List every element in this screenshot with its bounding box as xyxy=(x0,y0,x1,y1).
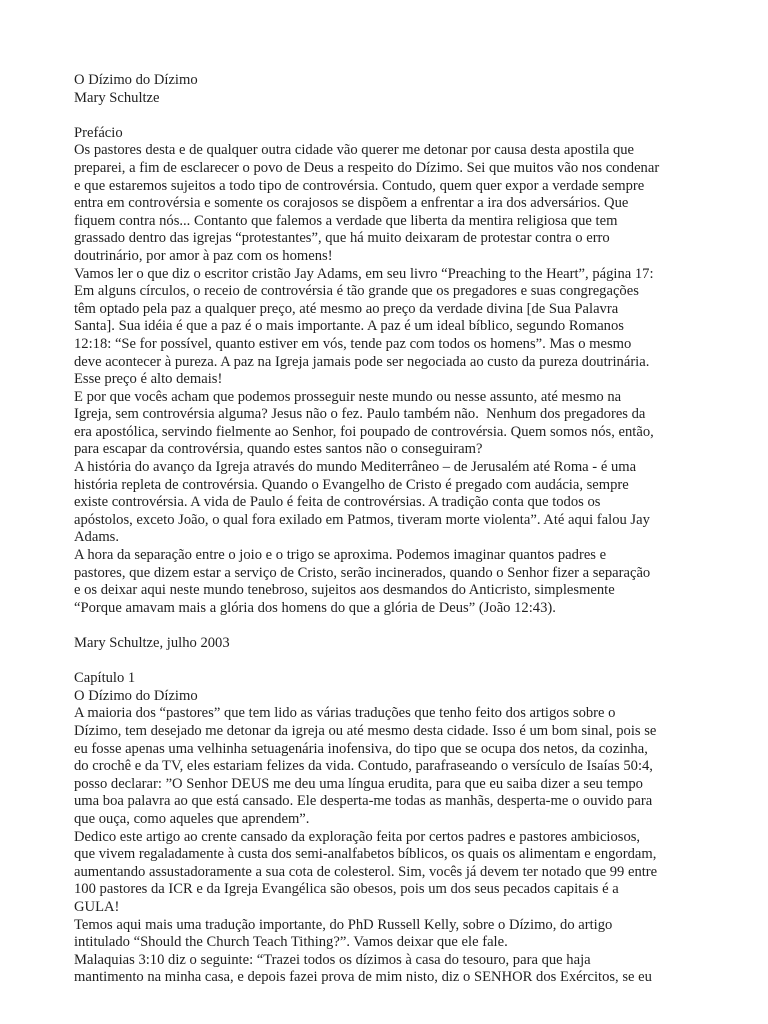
text-line: Temos aqui mais uma tradução importante, do PhD Russell Kelly, sobre o Dízimo, do artigo xyxy=(74,916,613,933)
text-line: Santa]. Sua idéia é que a paz é o mais importante. A paz é um ideal bíblico, segundo Romanos xyxy=(74,318,624,335)
text-line: Dízimo, tem desejado me detonar da igreja ou até mesmo desta cidade. Isso é um bom sinal, pois se xyxy=(74,722,657,739)
chapter-title: O Dízimo do Dízimo xyxy=(74,687,198,704)
text-line: e os deixar aqui neste mundo tenebroso, sujeitos aos desmandos do Anticristo, simplesmente xyxy=(74,582,615,599)
document-title: O Dízimo do Dízimo xyxy=(74,72,198,88)
text-line: Dedico este artigo ao crente cansado da exploração feita por certos padres e pastores ambiciosos, xyxy=(74,828,641,845)
blank-line xyxy=(74,653,734,671)
text-line: 12:18: “Se for possível, quanto estiver em vós, tende paz com todos os homens”. Mas o mesmo xyxy=(74,335,632,352)
text-line: e que estaremos sujeitos a todo tipo de controvérsia. Contudo, quem quer expor a verdade sempre xyxy=(74,177,645,194)
text-line: do crochê e da TV, eles estariam felizes da vida. Contudo, parafraseando o versículo de Isaías 50:4, xyxy=(74,758,653,775)
paragraph xyxy=(74,705,734,828)
text-line: têm optado pela paz a qualquer preço, até mesmo ao preço da verdade divina [de Sua Palavra xyxy=(74,300,619,317)
text-line: história repleta de controvérsia. Quando o Evangelho de Cristo é pregado com audácia, sempre xyxy=(74,476,629,493)
text-line: grassado dentro das igrejas “protestantes”, que há muito deixaram de protestar contra o erro xyxy=(74,230,610,247)
document-page xyxy=(74,72,734,987)
text-line: fiquem contra nós... Contanto que falemos a verdade que liberta da mentira religiosa que tem xyxy=(74,212,618,229)
preface-body xyxy=(74,142,734,617)
blank-line xyxy=(74,617,734,635)
text-line: que vivem regaladamente à custa dos semi-analfabetos bíblicos, os quais os alimentam e engordam, xyxy=(74,846,657,863)
paragraph xyxy=(74,389,734,459)
text-line: eu fosse apenas uma velhinha setuagenária inofensiva, do tipo que se ocupa dos netos, da cozinha, xyxy=(74,740,648,757)
text-line: entra em controvérsia e somente os corajosos se dispõem a enfrentar a ira dos adversários. Que xyxy=(74,195,629,212)
text-line: Malaquias 3:10 diz o seguinte: “Trazei todos os dízimos à casa do tesouro, para que haja xyxy=(74,951,591,968)
blank-line xyxy=(74,107,734,125)
text-line: era apostólica, servindo fielmente ao Senhor, foi poupado de controvérsia. Quem somos nós, então, xyxy=(74,423,654,440)
text-line: Vamos ler o que diz o escritor cristão Jay Adams, em seu livro “Preaching to the Heart”, página 17: xyxy=(74,265,654,282)
text-line: A história do avanço da Igreja através do mundo Mediterrâneo – de Jerusalém até Roma - é uma xyxy=(74,459,637,476)
text-line: mantimento na minha casa, e depois fazei prova de mim nisto, diz o SENHOR dos Exércitos, se eu xyxy=(74,969,652,986)
text-line: Adams. xyxy=(74,529,119,546)
text-line: existe controvérsia. A vida de Paulo é feita de controvérsias. A tradição conta que todos os xyxy=(74,494,601,511)
text-line: E por que vocês acham que podemos prosseguir neste mundo ou nesse assunto, até mesmo na xyxy=(74,388,622,405)
text-line: que ouça, como aqueles que aprendem”. xyxy=(74,810,310,827)
text-line: 100 pastores da ICR e da Igreja Evangélica são obesos, pois um dos seus pecados capitais é a xyxy=(74,881,619,898)
text-line: Esse preço é alto demais! xyxy=(74,371,223,388)
text-line: posso declarar: ”O Senhor DEUS me deu uma língua erudita, para que eu saiba dizer a seu tempo xyxy=(74,775,643,792)
chapter-heading: Capítulo 1 xyxy=(74,670,136,687)
preface-heading: Prefácio xyxy=(74,124,123,141)
text-line: intitulado “Should the Church Teach Tithing?”. Vamos deixar que ele fale. xyxy=(74,934,508,951)
text-line: A maioria dos “pastores” que tem lido as várias traduções que tenho feito dos artigos sobre o xyxy=(74,705,616,722)
paragraph xyxy=(74,547,734,617)
paragraph xyxy=(74,142,734,265)
text-line: apóstolos, exceto João, o qual fora exilado em Patmos, tiveram morte violenta”. Até aqui falou Jay xyxy=(74,511,650,528)
text-line: Em alguns círculos, o receio de controvérsia é tão grande que os pregadores e suas congregações xyxy=(74,283,639,300)
text-line: uma boa palavra ao que está cansado. Ele desperta-me todas as manhãs, desperta-me o ouvido para xyxy=(74,793,653,810)
paragraph xyxy=(74,266,734,389)
text-line: Os pastores desta e de qualquer outra cidade vão querer me detonar por causa desta apostila que xyxy=(74,142,635,159)
paragraph xyxy=(74,459,734,547)
text-line: deve acontecer à pureza. A paz na Igreja jamais pode ser negociada ao custo da pureza doutrinária. xyxy=(74,353,650,370)
text-line: “Porque amavam mais a glória dos homens do que a glória de Deus” (João 12:43). xyxy=(74,599,556,616)
author-name: Mary Schultze xyxy=(74,89,160,106)
text-line: GULA! xyxy=(74,898,120,915)
paragraph xyxy=(74,917,734,952)
text-line: Igreja, sem controvérsia alguma? Jesus não o fez. Paulo também não. Nenhum dos pregadores da xyxy=(74,406,646,423)
chapter-body xyxy=(74,705,734,987)
signature: Mary Schultze, julho 2003 xyxy=(74,635,230,651)
text-line: pastores, que dizem estar a serviço de Cristo, serão incinerados, quando o Senhor fizer a separação xyxy=(74,564,651,581)
text-line: doutrinário, por amor à paz com os homens! xyxy=(74,247,333,264)
text-line: A hora da separação entre o joio e o trigo se aproxima. Podemos imaginar quantos padres e xyxy=(74,547,607,564)
paragraph xyxy=(74,952,734,987)
text-line: preparei, a fim de esclarecer o povo de Deus a respeito do Dízimo. Sei que muitos vão nos condenar xyxy=(74,159,660,176)
paragraph xyxy=(74,829,734,917)
text-line: para escapar da controvérsia, quando estes santos não o conseguiram? xyxy=(74,441,483,458)
text-line: aumentando assustadoramente a sua cota de colesterol. Sim, vocês já devem ter notado que 99 entre xyxy=(74,863,658,880)
